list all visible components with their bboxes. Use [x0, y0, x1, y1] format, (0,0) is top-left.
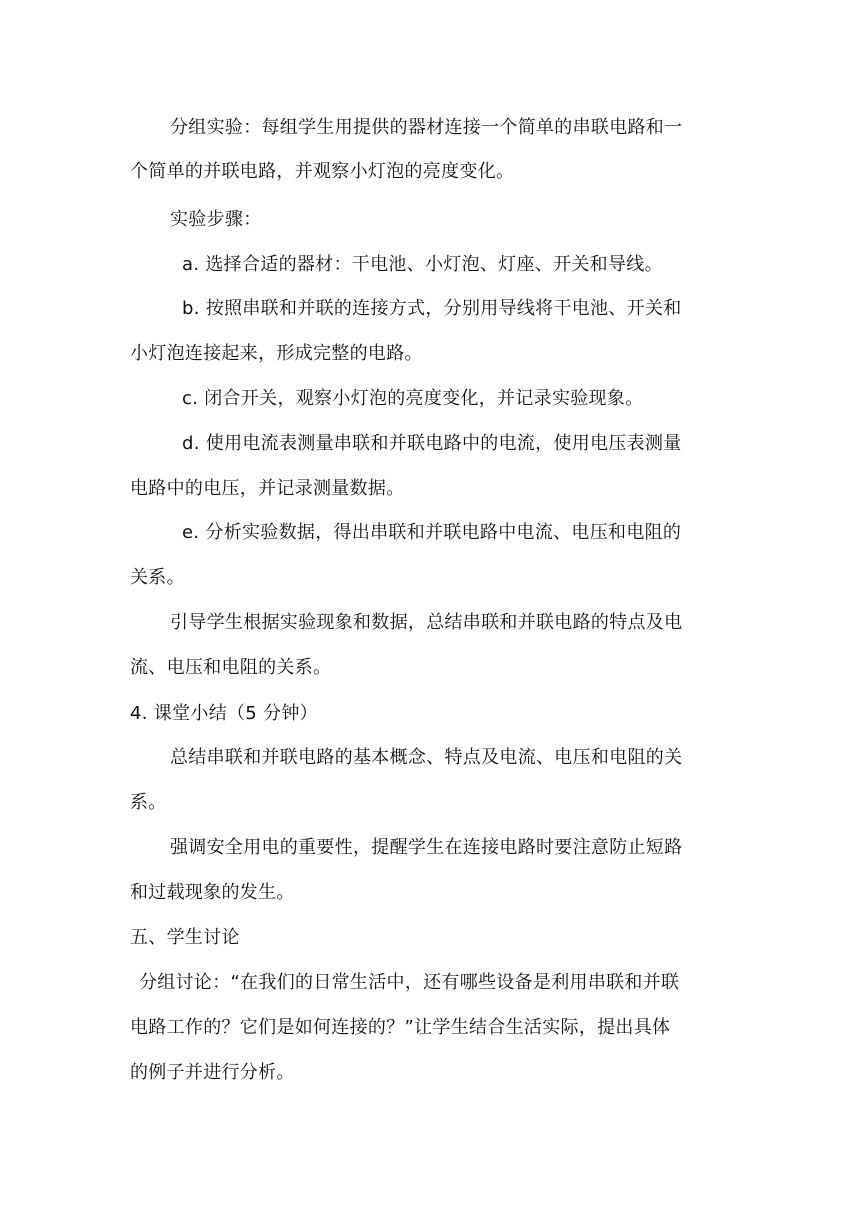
paragraph-line: 电路中的电压，并记录测量数据。	[130, 478, 405, 499]
paragraph-line: 系。	[130, 792, 167, 813]
paragraph-line: 分组讨论：“在我们的日常生活中，还有哪些设备是利用串联和并联	[139, 972, 680, 993]
paragraph-line: 总结串联和并联电路的基本概念、特点及电流、电压和电阻的关	[170, 747, 683, 768]
paragraph-line: 小灯泡连接起来，形成完整的电路。	[130, 343, 423, 364]
paragraph-line: 电路工作的？它们是如何连接的？”让学生结合生活实际，提出具体	[130, 1017, 671, 1038]
paragraph-line: e. 分析实验数据，得出串联和并联电路中电流、电压和电阻的	[182, 522, 682, 543]
paragraph-line: 流、电压和电阻的关系。	[130, 657, 332, 678]
paragraph-line: 强调安全用电的重要性，提醒学生在连接电路时要注意防止短路	[170, 837, 683, 858]
section-heading: 4. 课堂小结（5 分钟）	[130, 703, 318, 724]
paragraph-line: 引导学生根据实验现象和数据，总结串联和并联电路的特点及电	[170, 612, 683, 633]
paragraph-line: d. 使用电流表测量串联和并联电路中的电流，使用电压表测量	[182, 433, 682, 454]
paragraph-line: 分组实验：每组学生用提供的器材连接一个简单的串联电路和一	[170, 117, 683, 138]
paragraph-line: b. 按照串联和并联的连接方式，分别用导线将干电池、开关和	[182, 298, 682, 319]
section-heading: 五、学生讨论	[130, 927, 240, 948]
paragraph-line: 实验步骤：	[170, 209, 262, 230]
paragraph-line: 个简单的并联电路，并观察小灯泡的亮度变化。	[130, 161, 515, 182]
paragraph-line: c. 闭合开关，观察小灯泡的亮度变化，并记录实验现象。	[182, 388, 644, 409]
paragraph-line: 的例子并进行分析。	[130, 1062, 295, 1083]
paragraph-line: a. 选择合适的器材：干电池、小灯泡、灯座、开关和导线。	[182, 254, 663, 275]
paragraph-line: 关系。	[130, 567, 185, 588]
paragraph-line: 和过载现象的发生。	[130, 882, 295, 903]
